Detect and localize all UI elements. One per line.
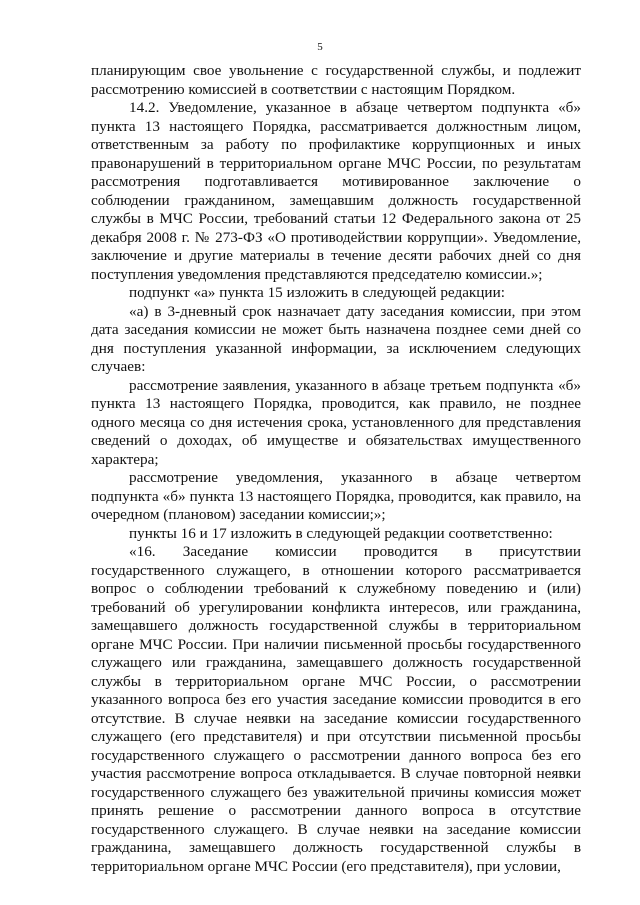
paragraph-14-2: 14.2. Уведомление, указанное в абзаце четвертом подпункта «б» пункта 13 настоящего Порядка, рассматривается должностным лицом, ответственным за работу по профилактике коррупционных и иных правонарушений в территориальном органе МЧС России, по результатам рассмотрения подготавливается мотивированное заключение о соблюдении гражданином, замещавшим должность государственной службы в МЧС России, требований статьи 12 Федерального закона от 25 декабря 2008 г. № 273-ФЗ «О противодействии коррупции». Уведомление, заключение и другие материалы в течение десяти рабочих дней со дня поступления уведомления представляются председателю комиссии.»; <box>91 99 581 283</box>
paragraph-points-16-17-intro: пункты 16 и 17 изложить в следующей редакции соответственно: <box>129 524 553 542</box>
page-number: 5 <box>317 41 323 53</box>
document-body <box>91 62 581 876</box>
paragraph-subpoint-a-intro: подпункт «а» пункта 15 изложить в следующей редакции: <box>129 284 505 301</box>
paragraph-notice-review: рассмотрение уведомления, указанного в абзаце четвертом подпункта «б» пункта 13 настоящего Порядка, проводится, как правило, на очередном (плановом) заседании комиссии;»; <box>91 469 581 523</box>
paragraph-application-review: рассмотрение заявления, указанного в абзаце третьем подпункта «б» пункта 13 настоящего Порядка, проводится, как правило, не позднее одного месяца со дня истечения срока, установленного для представления сведений о доходах, об имуществе и обязательствах имущественного характера; <box>91 376 581 468</box>
paragraph-continuation: планирующим свое увольнение с государственной службы, и подлежит рассмотрению комиссией в соответствии с настоящим Порядком. <box>91 62 581 98</box>
paragraph-subpoint-a: «а) в 3-дневный срок назначает дату заседания комиссии, при этом дата заседания комиссии не может быть назначена позднее семи дней со дня поступления указанной информации, за исключением следующих случаев: <box>91 302 581 375</box>
paragraph-16: «16. Заседание комиссии проводится в присутствии государственного служащего, в отношении которого рассматривается вопрос о соблюдении требований к служебному поведению и (или) требований об урегулировании конфликта интересов, или гражданина, замещавшего должность государственной службы в территориальном органе МЧС России. При наличии письменной просьбы государственного служащего или гражданина, замещавшего должность государственной службы в территориальном органе МЧС России, о рассмотрении указанного вопроса без его участия заседание комиссии проводится в его отсутствие. В случае неявки на заседание комиссии государственного служащего (его представителя) и при отсутствии письменной просьбы государственного служащего о рассмотрении данного вопроса без его участия рассмотрение вопроса откладывается. В случае повторной неявки государственного служащего без уважительной причины комиссия может принять решение о рассмотрении данного вопроса в отсутствие государственного служащего. В случае неявки на заседание комиссии гражданина, замещавшего должность государственной службы в территориальном органе МЧС России (его представителя), при условии, <box>91 543 581 875</box>
